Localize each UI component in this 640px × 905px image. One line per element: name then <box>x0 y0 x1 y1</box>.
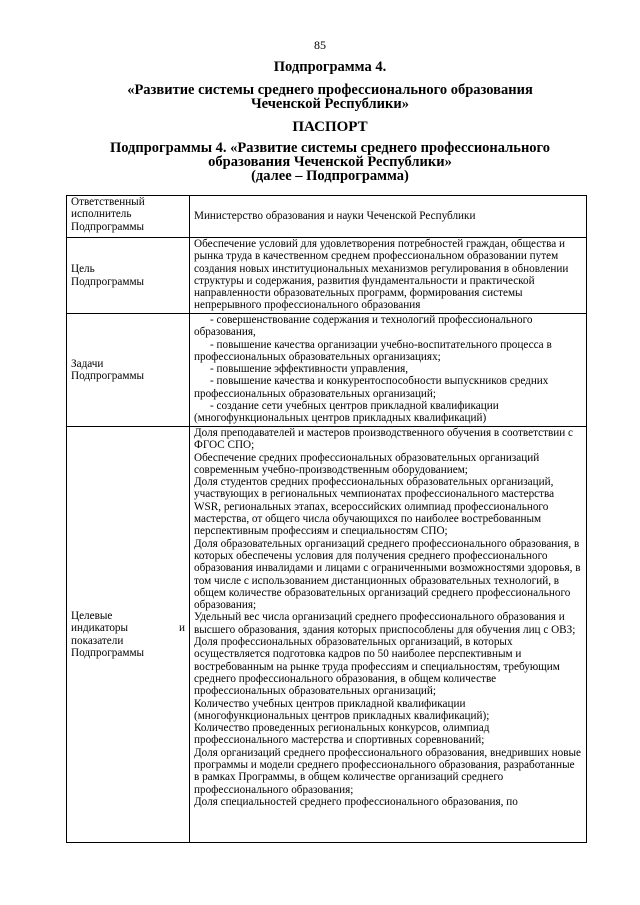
tasks-label-line: Задачи <box>71 357 104 370</box>
table-row-responsible <box>67 196 587 238</box>
task-item: - повышение качества организации учебно-воспитательного процесса в профессиональных образовательных организациях; <box>194 338 552 363</box>
goal-label-line: Подпрограммы <box>71 275 145 288</box>
passport-subtitle-line-2: образования Чеченской Республики» <box>208 154 452 170</box>
passport-table <box>66 195 587 843</box>
indicator-item: Удельный вес числа организаций среднего профессионального образования и высшего образования, здания которых приспособлены для обучения лиц с ОВЗ; <box>194 611 576 636</box>
tasks-list <box>190 314 587 427</box>
indicators-label-line: Подпрограммы <box>71 646 145 659</box>
passport-title: ПАСПОРТ <box>292 119 368 135</box>
goal-value: Обеспечение условий для удовлетворения потребностей граждан, общества и рынка труда в качественном среднем профессиональном образовании путем создания новых институциональных механизмов регулирования в обновлении структуры и содержания, развития фундаментальности и практической направленности образовательных программ, формирования системы непрерывного профессионального образования <box>190 238 587 314</box>
subprogram-name-line-1: «Развитие системы среднего профессионального образования <box>127 82 533 98</box>
task-item: - совершенствование содержания и технологий профессионального образования, <box>194 314 533 339</box>
indicator-item: Доля специальностей среднего профессионального образования, по <box>194 795 518 808</box>
responsible-value: Министерство образования и науки Чеченской Республики <box>190 196 587 238</box>
responsible-label-line: Подпрограммы <box>71 220 145 233</box>
task-item: - повышение эффективности управления, <box>210 363 409 376</box>
tasks-label-line: Подпрограммы <box>71 370 145 382</box>
indicator-item: Количество учебных центров прикладной квалификации (многофункциональных центров прикладных квалификаций); <box>194 697 490 722</box>
subprogram-name-line-2: Чеченской Республики» <box>251 96 409 112</box>
indicator-item: Количество проведенных региональных конкурсов, олимпиад профессионального мастерства и спортивных соревнований; <box>194 722 490 747</box>
passport-subtitle-line-3: (далее – Подпрограмма) <box>251 168 409 184</box>
subprogram-title: Подпрограмма 4. <box>273 59 387 75</box>
responsible-label-line: Ответственный <box>71 196 145 208</box>
responsible-label-line: исполнитель <box>71 208 132 221</box>
table-row-tasks <box>67 314 587 427</box>
table-row-indicators <box>67 427 587 843</box>
indicators-label-word: индикаторы <box>71 622 129 635</box>
indicators-list <box>190 427 587 843</box>
tasks-label <box>67 314 190 427</box>
indicators-label-line: Целевые <box>71 609 113 622</box>
indicators-label <box>67 427 190 843</box>
indicator-item: Доля образовательных организаций среднего профессионального образования, в которых обеспечены условия для получения среднего профессионального образования инвалидами и лицами с ограниченными возможностями здоровья, в том числе с использованием дистанционных образовательных технологий, в общем количестве образовательных организаций среднего профессионального образования; <box>194 537 581 612</box>
indicator-item: Доля студентов средних профессиональных образовательных организаций, участвующих в региональных чемпионатах профессионального мастерства WSR, региональных этапах, всероссийских олимпиад профессионального мастерства, от общего числа обучающихся по наиболее востребованным перспективным профессиям и специальностям СПО; <box>194 476 555 538</box>
indicators-label-line <box>71 622 185 634</box>
indicators-label-line: показатели <box>71 634 124 647</box>
indicator-item: Обеспечение средних профессиональных образовательных организаций современным учебно-производственным оборудованием; <box>194 451 540 476</box>
goal-label <box>67 238 190 314</box>
task-item: - повышение качества и конкурентоспособности выпускников средних профессиональных образовательных организаций; <box>194 375 549 400</box>
indicator-item: Доля профессиональных образовательных организаций, в которых осуществляется подготовка кадров по 50 наиболее перспективным и востребованным на рынке труда профессиям и специальностям, требующим среднего профессионального образования, в общем количестве профессиональных образовательных организаций; <box>194 636 560 698</box>
indicator-item: Доля преподавателей и мастеров производственного обучения в соответствии с ФГОС СПО; <box>194 427 573 452</box>
task-item: - создание сети учебных центров прикладной квалификации (многофункциональных центров прикладных квалификаций) <box>194 400 499 425</box>
goal-label-line: Цель <box>71 263 95 276</box>
passport-subtitle-line-1: Подпрограммы 4. «Развитие системы среднего профессионального <box>109 140 551 156</box>
table-row-goal <box>67 238 587 314</box>
page-number: 85 <box>314 38 326 52</box>
indicators-label-word: и <box>179 622 185 635</box>
responsible-label <box>67 196 190 238</box>
indicator-item: Доля организаций среднего профессионального образования, внедривших новые программы и модели среднего профессионального образования, разработанные в рамках Программы, в общем количестве организаций среднего профессионального образования; <box>194 746 581 796</box>
